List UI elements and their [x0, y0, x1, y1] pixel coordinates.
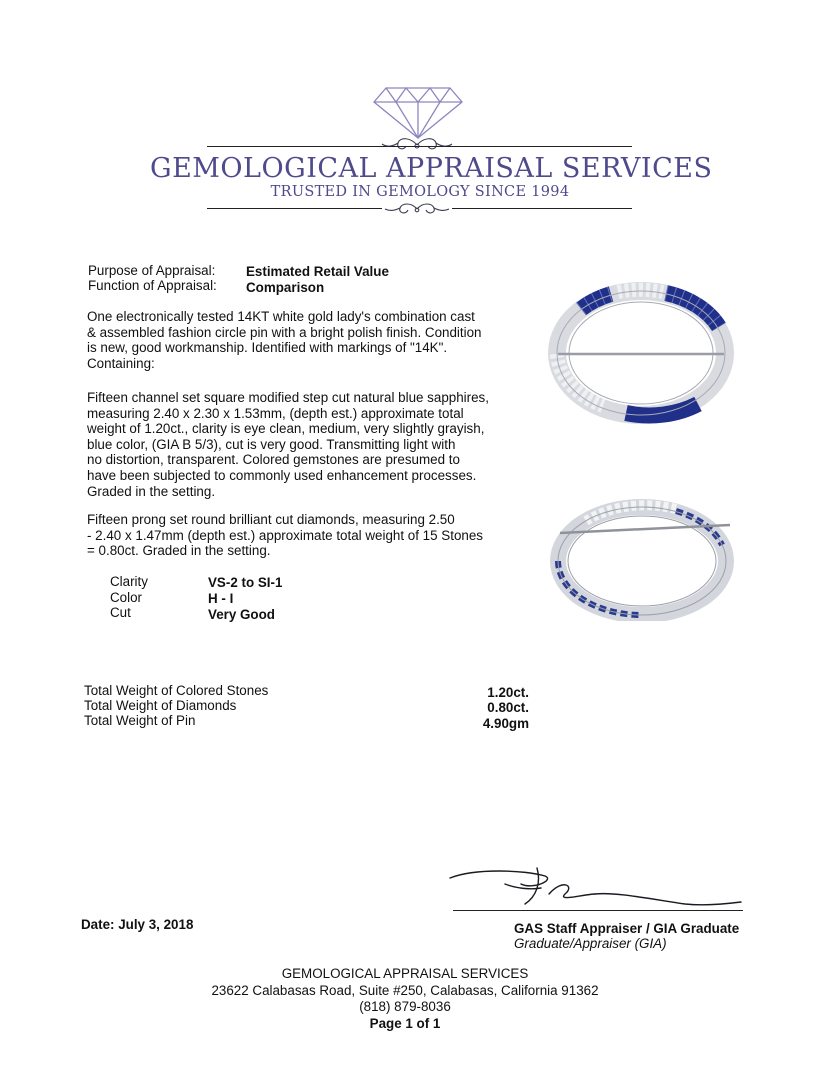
- description-line: Containing:: [87, 355, 155, 371]
- pin-front-photo: [548, 282, 734, 424]
- grade-value: H - I: [208, 591, 234, 606]
- handwritten-signature: [445, 864, 745, 914]
- appraisal-date: Date: July 3, 2018: [81, 917, 194, 932]
- footer-company: GEMOLOGICAL APPRAISAL SERVICES: [281, 966, 529, 981]
- description-line: Fifteen channel set square modified step cut natural blue sapphires,: [87, 390, 489, 405]
- grade-label: Cut: [110, 605, 131, 620]
- description-line: - 2.40 x 1.47mm (depth est.) approximate total weight of 15 Stones: [87, 527, 483, 543]
- header-rule-top: [207, 146, 632, 147]
- description-line: & assembled fashion circle pin with a bright polish finish. Condition: [87, 324, 482, 340]
- header-rule-right: [452, 208, 632, 209]
- diamond-description: [87, 512, 507, 559]
- description-line: = 0.80ct. Graded in the setting.: [87, 543, 271, 559]
- total-label: Total Weight of Pin: [84, 713, 196, 728]
- description-line: have been subjected to commonly used enhancement processes.: [87, 467, 477, 483]
- purpose-value: Estimated Retail Value: [246, 264, 389, 279]
- total-value: 0.80ct.: [487, 700, 529, 715]
- footer-phone: (818) 879-8036: [359, 999, 451, 1014]
- lower-scroll-ornament-icon: [384, 200, 450, 218]
- signature-line: [453, 910, 743, 911]
- description-line: Fifteen prong set round brilliant cut diamonds, measuring 2.50: [87, 512, 455, 527]
- grade-value: VS-2 to SI-1: [208, 575, 283, 590]
- item-description: [87, 309, 507, 371]
- total-value: 4.90gm: [482, 716, 529, 731]
- total-label: Total Weight of Diamonds: [84, 698, 237, 713]
- description-line: Graded in the setting.: [87, 483, 216, 499]
- function-value: Comparison: [246, 280, 325, 295]
- description-line: no distortion, transparent. Colored gemstones are presumed to: [87, 452, 460, 468]
- purpose-label: Purpose of Appraisal:: [88, 263, 216, 278]
- appraiser-title: GAS Staff Appraiser / GIA Graduate: [514, 921, 740, 936]
- grade-label: Color: [110, 590, 142, 605]
- company-logo-title: GEMOLOGICAL APPRAISAL SERVICES: [150, 153, 713, 184]
- description-line: is new, good workmanship. Identified with markings of "14K".: [87, 340, 448, 356]
- page-number: Page 1 of 1: [369, 1016, 441, 1031]
- total-value: 1.20ct.: [487, 685, 529, 700]
- total-label: Total Weight of Colored Stones: [84, 683, 269, 698]
- grade-label: Clarity: [110, 574, 148, 589]
- appraiser-subtitle: Graduate/Appraiser (GIA): [514, 936, 667, 951]
- diamond-logo-icon: [372, 82, 464, 140]
- header-rule-left: [207, 208, 382, 209]
- company-tagline: TRUSTED IN GEMOLOGY SINCE 1994: [270, 184, 570, 200]
- pin-back-photo: [546, 497, 734, 621]
- description-line: measuring 2.40 x 2.30 x 1.53mm, (depth est.) approximate total: [87, 405, 464, 421]
- description-line: blue color, (GIA B 5/3), cut is very good. Transmitting light with: [87, 436, 456, 452]
- description-line: weight of 1.20ct., clarity is eye clean, medium, very slightly grayish,: [87, 421, 485, 437]
- grade-value: Very Good: [208, 607, 275, 622]
- upper-scroll-ornament-icon: [380, 135, 454, 155]
- description-line: One electronically tested 14KT white gold lady's combination cast: [87, 309, 475, 324]
- footer-address: 23622 Calabasas Road, Suite #250, Calabasas, California 91362: [211, 983, 599, 998]
- function-label: Function of Appraisal:: [88, 278, 217, 293]
- sapphire-description: [87, 390, 507, 499]
